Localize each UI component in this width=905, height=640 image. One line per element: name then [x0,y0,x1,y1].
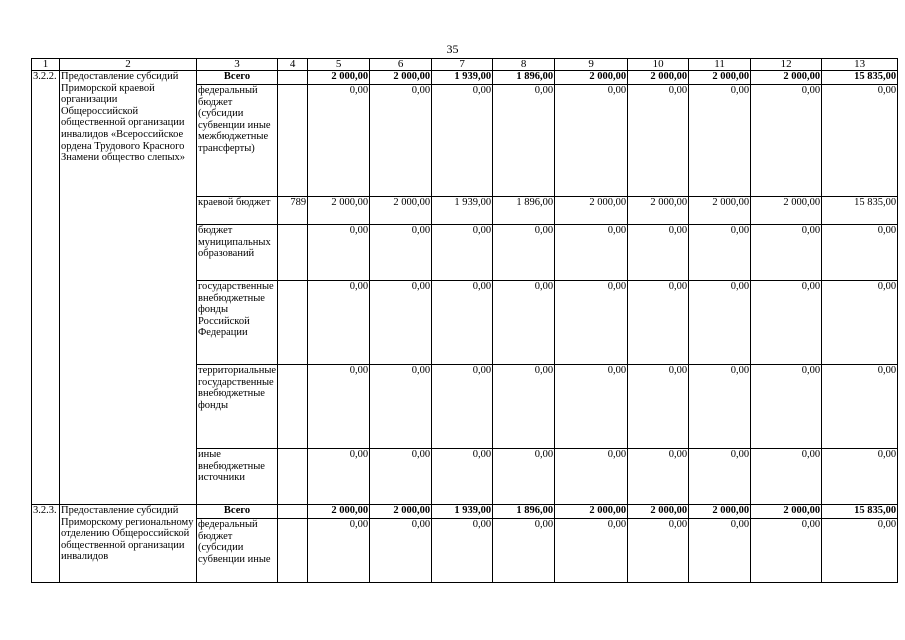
amount-cell: 0,00 [751,281,822,365]
column-number: 8 [493,59,555,71]
column-number: 12 [751,59,822,71]
amount-cell: 0,00 [689,281,751,365]
amount-cell: 0,00 [432,519,493,583]
amount-cell: 2 000,00 [370,197,432,225]
column-number: 7 [432,59,493,71]
amount-cell: 1 939,00 [432,71,493,85]
amount-cell: 2 000,00 [751,197,822,225]
amount-cell: 0,00 [822,85,898,197]
amount-cell: 0,00 [555,225,628,281]
amount-cell: 1 939,00 [432,197,493,225]
amount-cell: 0,00 [555,519,628,583]
amount-cell: 0,00 [493,85,555,197]
amount-cell: 0,00 [555,449,628,505]
amount-cell: 0,00 [432,449,493,505]
amount-cell: 2 000,00 [628,71,689,85]
amount-cell: 2 000,00 [308,197,370,225]
funding-source: иные внебюджетные источники [197,449,278,505]
column-number: 2 [60,59,197,71]
amount-cell: 0,00 [308,365,370,449]
amount-cell: 0,00 [628,225,689,281]
budget-code [278,85,308,197]
amount-cell: 0,00 [751,449,822,505]
amount-cell: 0,00 [689,225,751,281]
column-number: 9 [555,59,628,71]
amount-cell: 0,00 [751,225,822,281]
amount-cell: 15 835,00 [822,197,898,225]
amount-cell: 0,00 [493,225,555,281]
amount-cell: 15 835,00 [822,505,898,519]
column-number: 10 [628,59,689,71]
amount-cell: 2 000,00 [555,505,628,519]
amount-cell: 2 000,00 [308,71,370,85]
budget-code [278,225,308,281]
column-number: 1 [32,59,60,71]
amount-cell: 0,00 [822,365,898,449]
amount-cell: 0,00 [822,449,898,505]
amount-cell: 0,00 [822,519,898,583]
amount-cell: 2 000,00 [689,71,751,85]
budget-code: 789 [278,197,308,225]
table-row [32,71,898,85]
amount-cell: 0,00 [689,519,751,583]
amount-cell: 0,00 [493,519,555,583]
budget-table [31,58,898,583]
amount-cell: 0,00 [628,85,689,197]
column-number: 3 [197,59,278,71]
column-number: 11 [689,59,751,71]
column-number: 4 [278,59,308,71]
funding-source: бюджет муниципальных образований [197,225,278,281]
amount-cell: 0,00 [370,365,432,449]
amount-cell: 0,00 [432,365,493,449]
amount-cell: 0,00 [432,225,493,281]
funding-source: федеральный бюджет (субсидии субвенции иные [197,519,278,583]
measure-code: 3.2.2. [32,71,60,505]
measure-description: Предоставление субсидий Приморскому региональному отделению Общероссийской общественной организации инвалидов [60,505,197,583]
amount-cell: 2 000,00 [689,197,751,225]
amount-cell: 0,00 [555,365,628,449]
amount-cell: 0,00 [689,449,751,505]
amount-cell: 0,00 [370,449,432,505]
amount-cell: 0,00 [308,85,370,197]
amount-cell: 0,00 [822,225,898,281]
amount-cell: 0,00 [555,85,628,197]
amount-cell: 15 835,00 [822,71,898,85]
funding-source: Всего [197,71,278,85]
amount-cell: 0,00 [308,449,370,505]
funding-source: краевой бюджет [197,197,278,225]
table-row [32,505,898,519]
funding-source: Всего [197,505,278,519]
amount-cell: 2 000,00 [370,71,432,85]
amount-cell: 0,00 [555,281,628,365]
amount-cell: 1 896,00 [493,197,555,225]
amount-cell: 1 896,00 [493,505,555,519]
amount-cell: 0,00 [628,449,689,505]
amount-cell: 2 000,00 [628,505,689,519]
amount-cell: 2 000,00 [555,197,628,225]
amount-cell: 0,00 [370,225,432,281]
measure-code: 3.2.3. [32,505,60,583]
column-number: 13 [822,59,898,71]
amount-cell: 2 000,00 [555,71,628,85]
budget-code [278,365,308,449]
funding-source: федеральный бюджет (субсидии субвенции иные межбюджетные трансферты) [197,85,278,197]
amount-cell: 0,00 [370,519,432,583]
amount-cell: 0,00 [493,281,555,365]
amount-cell: 2 000,00 [751,71,822,85]
amount-cell: 2 000,00 [689,505,751,519]
amount-cell: 2 000,00 [628,197,689,225]
amount-cell: 0,00 [308,281,370,365]
amount-cell: 1 896,00 [493,71,555,85]
amount-cell: 0,00 [751,85,822,197]
column-number: 6 [370,59,432,71]
amount-cell: 2 000,00 [751,505,822,519]
budget-code [278,71,308,85]
budget-code [278,281,308,365]
amount-cell: 0,00 [689,85,751,197]
amount-cell: 0,00 [493,449,555,505]
amount-cell: 2 000,00 [370,505,432,519]
column-number: 5 [308,59,370,71]
amount-cell: 0,00 [308,519,370,583]
amount-cell: 0,00 [432,281,493,365]
amount-cell: 0,00 [628,365,689,449]
measure-description: Предоставление субсидий Приморской краевой организации Общероссийской общественной организации инвалидов «Всероссийское ордена Трудового Красного Знамени общество слепых» [60,71,197,505]
funding-source: государственные внебюджетные фонды Российской Федерации [197,281,278,365]
amount-cell: 0,00 [493,365,555,449]
amount-cell: 0,00 [308,225,370,281]
amount-cell: 0,00 [628,281,689,365]
amount-cell: 0,00 [370,85,432,197]
budget-code [278,519,308,583]
amount-cell: 2 000,00 [308,505,370,519]
amount-cell: 1 939,00 [432,505,493,519]
funding-source: территориальные государственные внебюджетные фонды [197,365,278,449]
amount-cell: 0,00 [370,281,432,365]
budget-code [278,449,308,505]
page-number: 35 [446,42,459,56]
budget-code [278,505,308,519]
amount-cell: 0,00 [751,365,822,449]
column-number-row [32,59,898,71]
amount-cell: 0,00 [432,85,493,197]
amount-cell: 0,00 [689,365,751,449]
amount-cell: 0,00 [628,519,689,583]
amount-cell: 0,00 [751,519,822,583]
amount-cell: 0,00 [822,281,898,365]
